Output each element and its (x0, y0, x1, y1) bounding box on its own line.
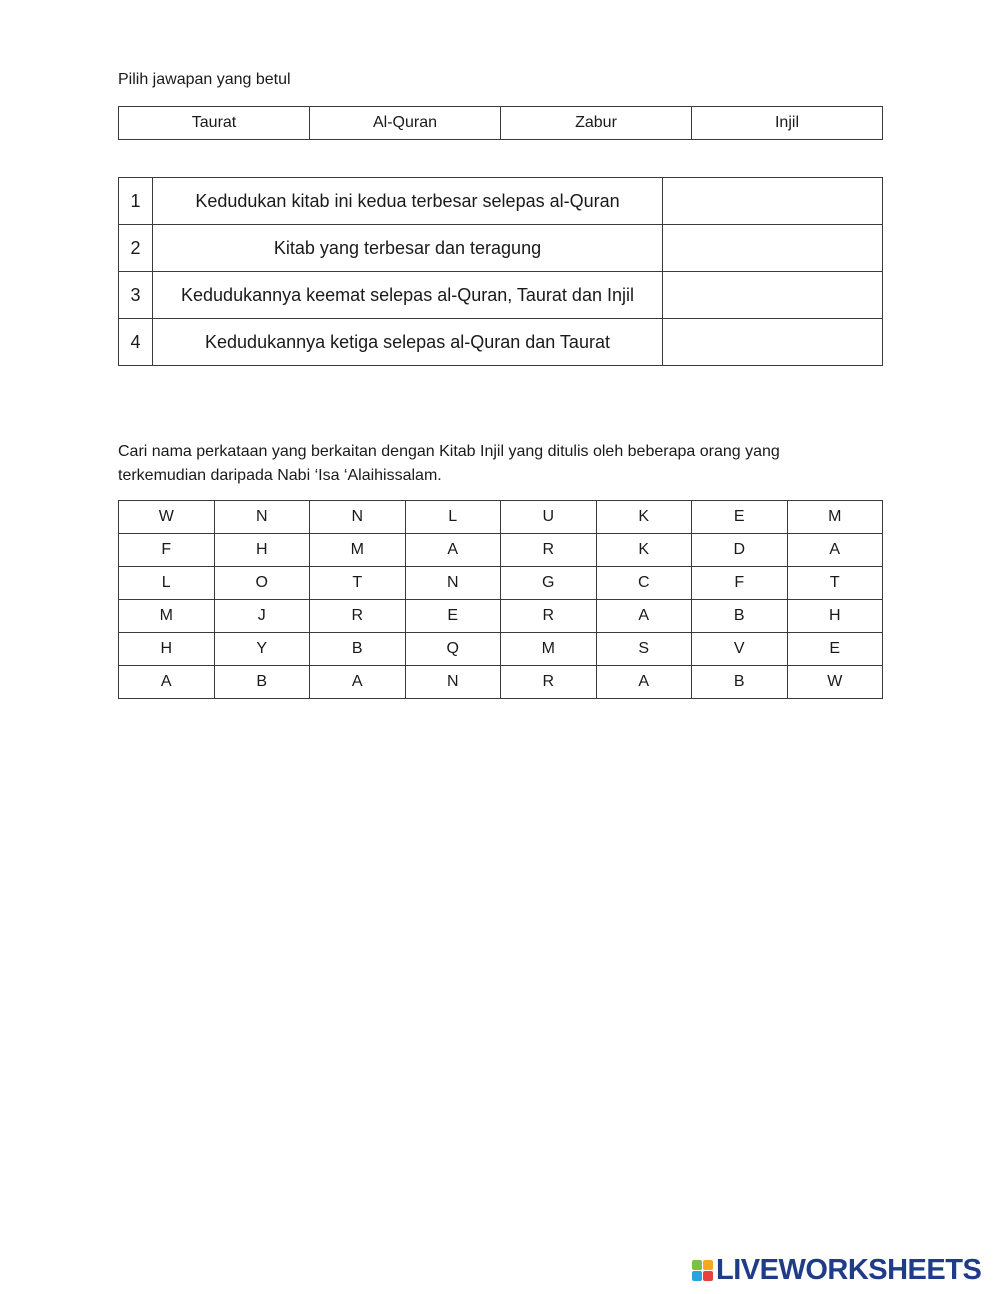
question-row (119, 272, 883, 319)
option-injil: Injil (692, 107, 883, 140)
question-text: Kedudukannya ketiga selepas al-Quran dan Taurat (153, 319, 663, 366)
answer-drop-box[interactable] (663, 225, 883, 272)
question-row (119, 178, 883, 225)
grid-cell[interactable]: H (214, 534, 310, 567)
grid-cell[interactable]: V (692, 633, 788, 666)
grid-cell[interactable]: K (596, 501, 692, 534)
logo-square-i (703, 1260, 713, 1270)
answer-value[interactable] (663, 272, 882, 318)
liveworksheets-logo (692, 1253, 981, 1287)
grid-cell[interactable]: B (692, 666, 788, 699)
grid-cell[interactable]: N (310, 501, 406, 534)
answer-drop-box[interactable] (663, 178, 883, 225)
grid-cell[interactable]: A (310, 666, 406, 699)
grid-cell[interactable]: M (310, 534, 406, 567)
grid-row (119, 666, 883, 699)
grid-cell[interactable]: F (119, 534, 215, 567)
answer-value[interactable] (663, 178, 882, 224)
grid-cell[interactable]: A (119, 666, 215, 699)
grid-cell[interactable]: S (596, 633, 692, 666)
grid-row (119, 534, 883, 567)
grid-cell[interactable]: R (501, 600, 597, 633)
grid-cell[interactable]: C (596, 567, 692, 600)
instruction-word-search: Cari nama perkataan yang berkaitan dengan Kitab Injil yang ditulis oleh beberapa orang yang terkemudian daripada Nabi ‘Isa ‘Alaihissalam. (118, 443, 780, 484)
grid-cell[interactable]: B (692, 600, 788, 633)
question-text: Kitab yang terbesar dan teragung (153, 225, 663, 272)
answer-drop-box[interactable] (663, 319, 883, 366)
grid-cell[interactable]: M (119, 600, 215, 633)
grid-cell[interactable]: A (405, 534, 501, 567)
grid-cell[interactable]: U (501, 501, 597, 534)
grid-row (119, 633, 883, 666)
grid-cell[interactable]: M (501, 633, 597, 666)
grid-cell[interactable]: L (119, 567, 215, 600)
grid-cell[interactable]: J (214, 600, 310, 633)
grid-row (119, 567, 883, 600)
liveworksheets-logo-icon (692, 1260, 713, 1281)
question-text: Kedudukannya keemat selepas al-Quran, Taurat dan Injil (153, 272, 663, 319)
question-number: 1 (119, 178, 153, 225)
grid-cell[interactable]: N (405, 666, 501, 699)
logo-text: LIVEWORKSHEETS (716, 1253, 982, 1286)
option-al-quran: Al-Quran (310, 107, 501, 140)
grid-cell[interactable]: R (501, 534, 597, 567)
grid-cell[interactable]: L (405, 501, 501, 534)
option-zabur: Zabur (501, 107, 692, 140)
grid-cell[interactable]: T (787, 567, 883, 600)
grid-cell[interactable]: O (214, 567, 310, 600)
instruction-choose-answer: Pilih jawapan yang betul (118, 71, 291, 88)
grid-cell[interactable]: Y (214, 633, 310, 666)
grid-cell[interactable]: E (787, 633, 883, 666)
grid-cell[interactable]: Q (405, 633, 501, 666)
grid-cell[interactable]: H (119, 633, 215, 666)
grid-cell[interactable]: N (214, 501, 310, 534)
grid-cell[interactable]: K (596, 534, 692, 567)
question-row (119, 319, 883, 366)
grid-cell[interactable]: W (787, 666, 883, 699)
grid-row (119, 501, 883, 534)
grid-cell[interactable]: A (596, 600, 692, 633)
answer-drop-box[interactable] (663, 272, 883, 319)
logo-square-l (692, 1260, 702, 1270)
answer-value[interactable] (663, 225, 882, 271)
question-row (119, 225, 883, 272)
grid-cell[interactable]: D (692, 534, 788, 567)
questions-table (118, 177, 883, 366)
grid-cell[interactable]: A (596, 666, 692, 699)
grid-cell[interactable]: B (310, 633, 406, 666)
question-number: 3 (119, 272, 153, 319)
logo-square-e (703, 1271, 713, 1281)
grid-cell[interactable]: R (501, 666, 597, 699)
logo-square-v (692, 1271, 702, 1281)
answer-options-table (118, 106, 883, 140)
question-number: 2 (119, 225, 153, 272)
grid-cell[interactable]: T (310, 567, 406, 600)
grid-row (119, 600, 883, 633)
grid-cell[interactable]: R (310, 600, 406, 633)
grid-cell[interactable]: G (501, 567, 597, 600)
grid-cell[interactable]: W (119, 501, 215, 534)
grid-cell[interactable]: B (214, 666, 310, 699)
grid-cell[interactable]: F (692, 567, 788, 600)
grid-cell[interactable]: A (787, 534, 883, 567)
question-text: Kedudukan kitab ini kedua terbesar selepas al-Quran (153, 178, 663, 225)
grid-cell[interactable]: E (405, 600, 501, 633)
grid-cell[interactable]: H (787, 600, 883, 633)
grid-cell[interactable]: E (692, 501, 788, 534)
answer-value[interactable] (663, 319, 882, 365)
grid-cell[interactable]: N (405, 567, 501, 600)
word-search-grid (118, 500, 883, 699)
option-taurat: Taurat (119, 107, 310, 140)
grid-cell[interactable]: M (787, 501, 883, 534)
question-number: 4 (119, 319, 153, 366)
